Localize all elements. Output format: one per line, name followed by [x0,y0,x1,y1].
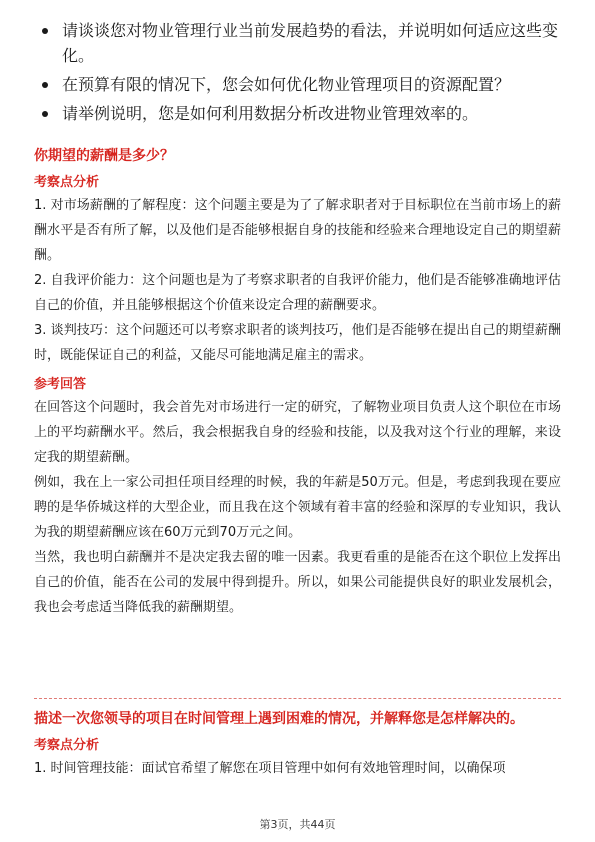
salary-analysis-point: 1. 对市场薪酬的了解程度：这个问题主要是为了了解求职者对于目标职位在当前市场上的薪酬水平是否有所了解，以及他们是否能够根据自身的技能和经验来合理地设定自己的期望薪酬。 [34,198,561,263]
bullet-dot-icon [42,28,48,34]
question-bullet-list [40,18,560,130]
salary-answer-title: 参考回答 [34,377,87,392]
time-management-analysis-point: 1. 时间管理技能：面试官希望了解您在项目管理中如何有效地管理时间，以确保项 [34,761,506,776]
salary-answer-paragraph: 当然，我也明白薪酬并不是决定我去留的唯一因素。我更看重的是能否在这个职位上发挥出自己的价值，能否在公司的发展中得到提升。所以，如果公司能提供良好的职业发展机会，我也会考虑适当降低我的薪酬期望。 [34,550,561,615]
list-item [40,72,560,97]
salary-answer-paragraph: 例如，我在上一家公司担任项目经理的时候，我的年薪是50万元。但是，考虑到我现在要应聘的是华侨城这样的大型企业，而且我在这个领域有着丰富的经验和深厚的专业知识，我认为我的期望薪酬应该在60万元到70万元之间。 [34,475,561,540]
bullet-text: 在预算有限的情况下，您会如何优化物业管理项目的资源配置？ [62,75,511,94]
bullet-dot-icon [42,82,48,88]
list-item [40,18,560,68]
bullet-text: 请谈谈您对物业管理行业当前发展趋势的看法，并说明如何适应这些变化。 [62,21,559,65]
bullet-dot-icon [42,111,48,117]
salary-analysis-point: 3. 谈判技巧：这个问题还可以考察求职者的谈判技巧，他们是否能够在提出自己的期望薪酬时，既能保证自己的利益，又能尽可能地满足雇主的需求。 [34,323,561,363]
salary-analysis-point: 2. 自我评价能力：这个问题也是为了考察求职者的自我评价能力，他们是否能够准确地评估自己的价值，并且能够根据这个价值来设定合理的薪酬要求。 [34,273,561,313]
salary-question-title: 你期望的薪酬是多少？ [34,148,174,164]
salary-answer-paragraph: 在回答这个问题时，我会首先对市场进行一定的研究，了解物业项目负责人这个职位在市场上的平均薪酬水平。然后，我会根据我自身的经验和技能，以及我对这个行业的理解，来设定我的期望薪酬。 [34,400,561,465]
time-management-question-title: 描述一次您领导的项目在时间管理上遇到困难的情况，并解释您是怎样解决的。 [34,711,524,727]
list-item [40,101,560,126]
time-management-section [34,709,561,781]
salary-analysis-title: 考察点分析 [34,175,100,190]
section-divider [34,698,561,699]
bullet-text: 请举例说明，您是如何利用数据分析改进物业管理效率的。 [62,104,479,123]
page-number-footer: 第3页，共44页 [259,818,336,831]
time-management-analysis-title: 考察点分析 [34,738,100,753]
salary-section [34,146,561,620]
